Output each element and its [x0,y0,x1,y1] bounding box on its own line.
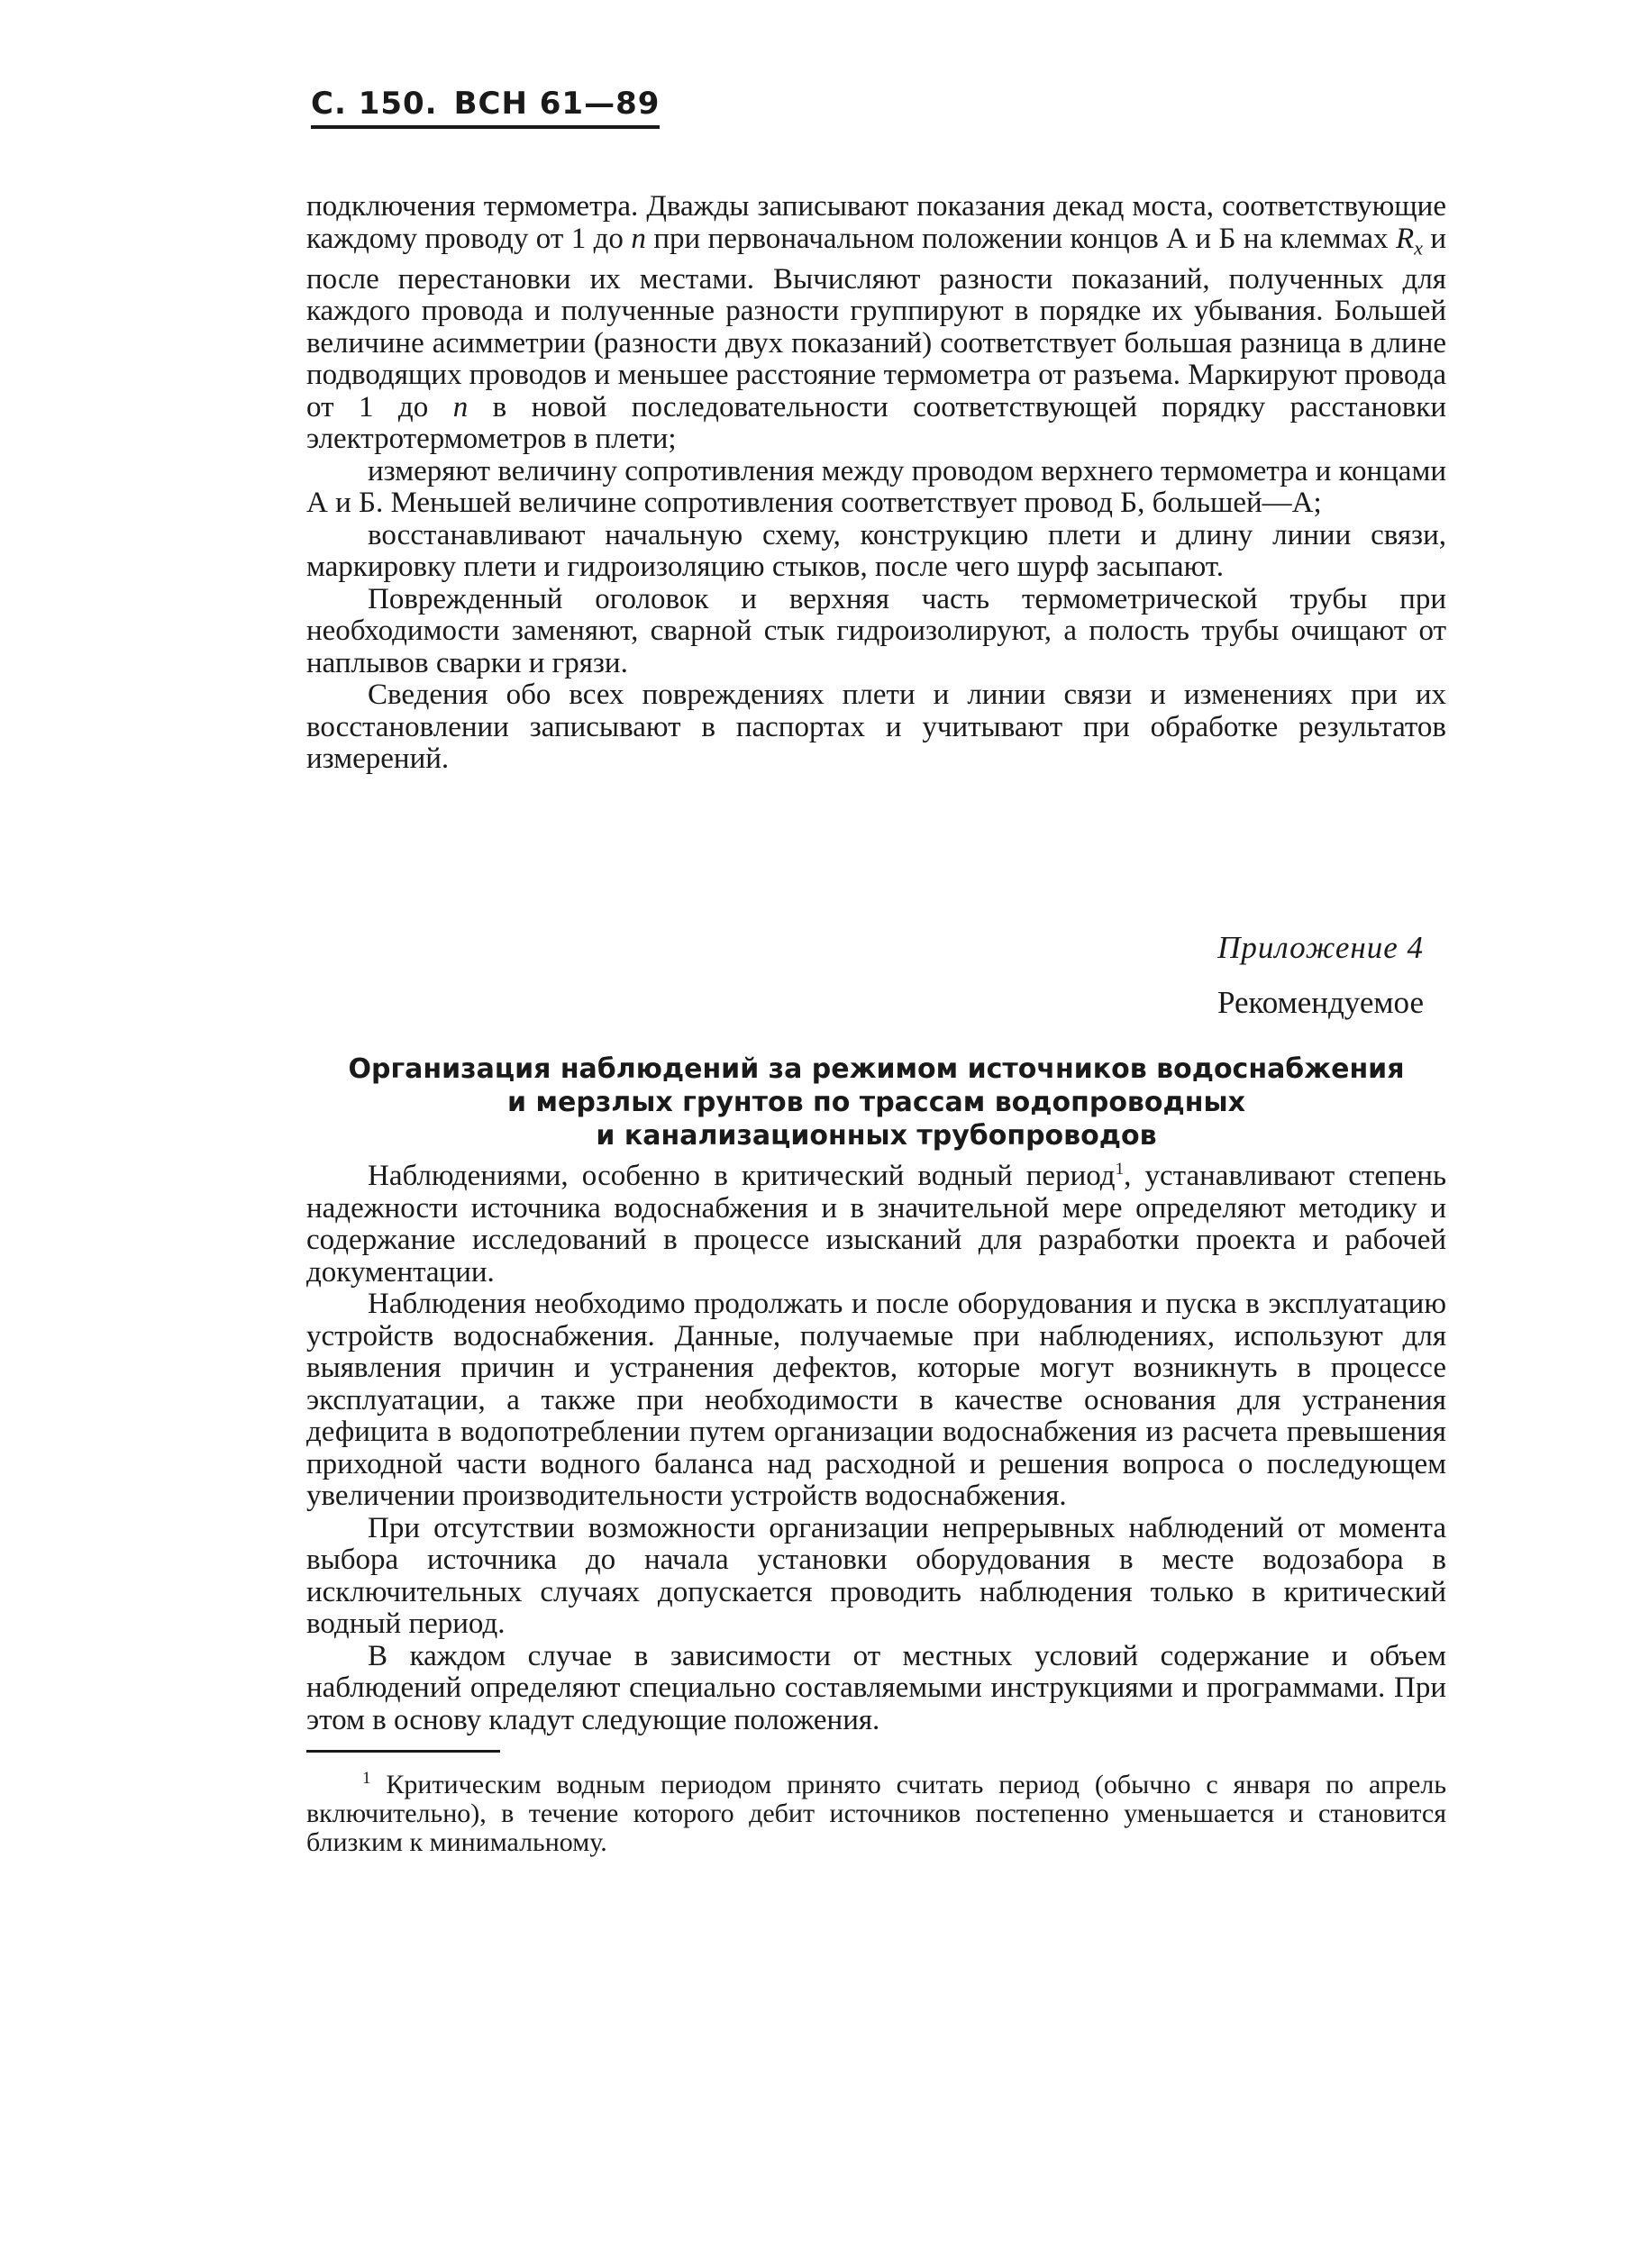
footnote-marker: 1 [362,1769,371,1788]
paragraph: измеряют величину сопротивления между проводом верхнего термометра и концами А и Б. Меньшей величине сопротивления соответствует провод Б, большей—А; [306,454,1446,520]
appendix-status: Рекомендуемое [1216,985,1424,1020]
page-number: С. 150. [311,86,438,122]
paragraph: При отсутствии возможности организации непрерывных наблюдений от момента выбора источника до начала установки оборудования в месте водозабора в исключительных случаях допускается проводить наблюдения только в критический водный период. [306,1511,1446,1640]
paragraph: В каждом случае в зависимости от местных условий содержание и объем наблюдений определяют специально составляемыми инструкциями и программами. При этом в основу кладут следующие положения. [306,1639,1446,1736]
paragraph: восстанавливают начальную схему, конструкцию плети и длину линии связи, маркировку плети и гидроизоляцию стыков, после чего шурф засыпают. [306,518,1446,584]
paragraph: подключения термометра. Дважды записывают показания декад моста, соответствующие каждому проводу от 1 до n при первоначальном положении концов А и Б на клеммах $R_x$ и после перестановки их местами. Вычисляют разности показаний, полученных для каждого провода и полученные разности группируют в порядке их убывания. Большей величине асимметрии (разности двух показаний) соответствует большая разница в длине подводящих проводов и меньшее расстояние термометра от разъема. Маркируют провода от 1 до n в новой последовательности соответствующей порядку расстановки электротермометров в плети; [306,190,1446,456]
document-code: ВСН 61—89 [453,86,661,122]
appendix-title: Приложение 4 [1217,930,1424,965]
variable-n: n [452,390,469,424]
paragraph: Поврежденный оголовок и верхняя часть термометрической трубы при необходимости заменяют, сварной стык гидроизолируют, а полость трубы очищают от наплывов сварки и грязи. [306,582,1446,679]
footnote-reference: 1 [1115,1160,1125,1179]
section-heading [306,1052,1446,1152]
paragraph: Наблюдениями, особенно в критический водный период$^1$, устанавливают степень надежности источника водоснабжения и в значительной мере определяют методику и содержание исследований в процессе изысканий для разработки проекта и рабочей документации. [306,1160,1446,1289]
paragraph: Сведения обо всех повреждениях плети и линии связи и изменениях при их восстановлении записывают в паспортах и учитывают при обработке результатов измерений. [306,679,1446,776]
appendix-text [306,1161,1446,1736]
continuation-text [306,191,1446,776]
footnote [306,1771,1446,1857]
paragraph: Наблюдения необходимо продолжать и после оборудования и пуска в эксплуатацию устройств водоснабжения. Данные, получаемые при наблюдениях, используют для выявления причин и устранения дефектов, которые могут возникнуть в процессе эксплуатации, а также при необходимости в качестве основания для устранения дефицита в водопотреблении путем организации водоснабжения из расчета превышения приходной части водного баланса над расходной и решения вопроса о последующем увеличении производительности устройств водоснабжения. [306,1288,1446,1512]
variable-n: n [631,222,646,255]
variable-rx: $R_x$ [1395,222,1423,260]
heading-line: и канализационных трубопроводов [596,1120,1157,1152]
footnote-divider [306,1750,500,1753]
running-header [311,86,660,129]
footnote-text: Критическим водным периодом принято считать период (обычно с января по апрель включительно), в течение которого дебит источников постепенно уменьшается и становится близким к минимальному. [306,1770,1446,1857]
heading-line: и мерзлых грунтов по трассам водопроводных [507,1087,1245,1118]
heading-line: Организация наблюдений за режимом источников водоснабжения [348,1053,1405,1085]
